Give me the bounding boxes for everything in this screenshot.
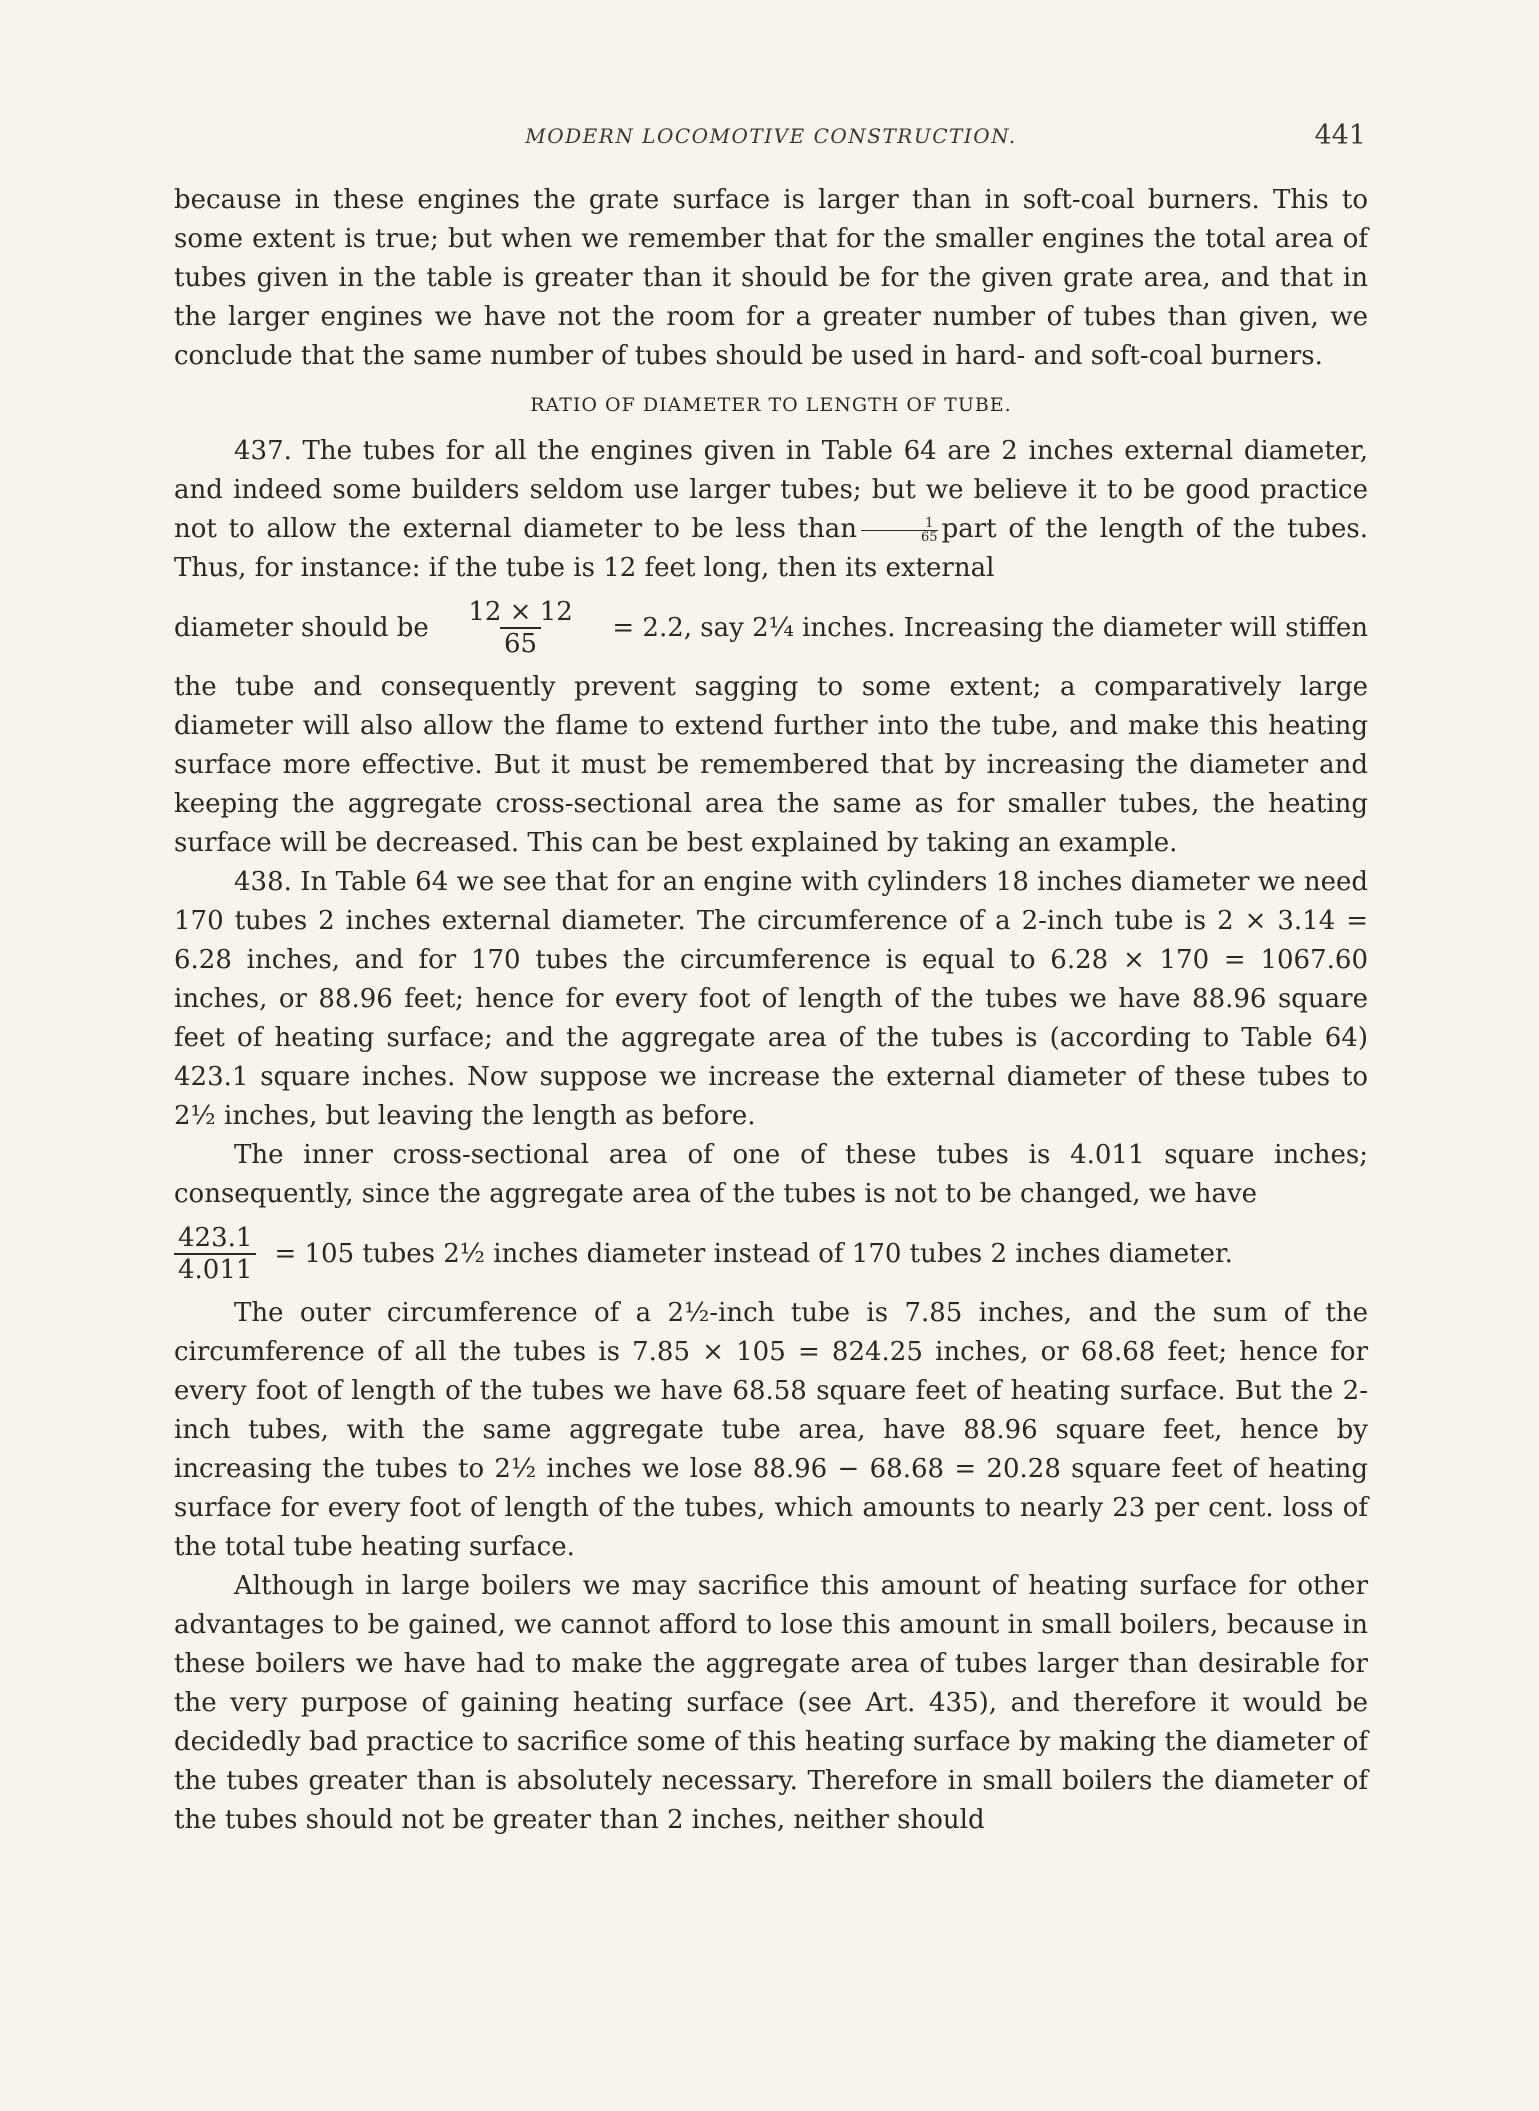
tube-count-equation-line: [174, 1214, 1368, 1294]
small-fraction-numerator: 1: [925, 515, 934, 531]
area-ratio-fraction: [174, 1223, 256, 1285]
one-over-sixty-five-fraction: [861, 517, 938, 544]
paragraph-437-text-b: part of the length of the tubes. Thus, for instance: if the tube is 12 feet long, then its external: [174, 514, 1368, 583]
running-title: MODERN LOCOMOTIVE CONSTRUCTION.: [525, 124, 1017, 148]
section-heading: RATIO OF DIAMETER TO LENGTH OF TUBE.: [530, 394, 1012, 416]
page-body: [174, 181, 1368, 1840]
diameter-fraction: [464, 597, 576, 659]
page-number: 441: [1314, 120, 1366, 151]
small-fraction-denominator: 65: [861, 530, 938, 544]
fraction-denominator: 65: [500, 627, 541, 659]
equation-lead-text: diameter should be: [174, 612, 429, 643]
paragraph-438: 438. In Table 64 we see that for an engine with cylinders 18 inches diameter we need 170 tubes 2 inches external diameter. The circumference of a 2-inch tube is 2 × 3.14 = 6.28 inches, and for 170 tubes the circumference is equal to 6.28 × 170 = 1067.60 inches, or 88.96 feet; hence for every foot of length of the tubes we have 88.96 square feet of heating surface; and the aggregate area of the tubes is (according to Table 64) 423.1 square inches. Now suppose we increase the external diameter of these tubes to 2½ inches, but leaving the length as before.: [174, 867, 1368, 1131]
equation-tail-text: = 2.2, say 2¼ inches. Increasing the diameter will stiffen: [612, 612, 1368, 643]
fraction-denominator: 4.011: [174, 1253, 256, 1285]
paragraph-437: [174, 432, 1368, 588]
fraction-numerator: 12 × 12: [468, 597, 573, 627]
diameter-equation-line: [174, 588, 1368, 668]
paragraph-outer-circumference: The outer circumference of a 2½-inch tube is 7.85 inches, and the sum of the circumference of all the tubes is 7.85 × 105 = 824.25 inches, or 68.68 feet; hence for every foot of length of the tubes we have 68.58 square feet of heating surface. But the 2-inch tubes, with the same aggregate tube area, have 88.96 square feet, hence by increasing the tubes to 2½ inches we lose 88.96 − 68.68 = 20.28 square feet of heating surface for every foot of length of the tubes, which amounts to nearly 23 per cent. loss of the total tube heating surface.: [174, 1298, 1368, 1562]
paragraph-437-text-a: 437. The tubes for all the engines given in Table 64 are 2 inches external diameter, and indeed some builders seldom use larger tubes; but we believe it to be good practice not to allow the external diameter to be less than: [174, 436, 1368, 544]
paragraph-although: Although in large boilers we may sacrifice this amount of heating surface for other advantages to be gained, we cannot afford to lose this amount in small boilers, because in these boilers we have had to make the aggregate area of tubes larger than desirable for the very purpose of gaining heating surface (see Art. 435), and therefore it would be decidedly bad practice to sacrifice some of this heating surface by making the diameter of the tubes greater than is absolutely necessary. Therefore in small boilers the diameter of the tubes should not be greater than 2 inches, neither should: [174, 1571, 1368, 1835]
paragraph-continuation: because in these engines the grate surface is larger than in soft-coal burners. This to some extent is true; but when we remember that for the smaller engines the total area of tubes given in the table is greater than it should be for the given grate area, and that in the larger engines we have not the room for a greater number of tubes than given, we conclude that the same number of tubes should be used in hard- and soft-coal burners.: [174, 185, 1368, 371]
equation-tail-text: = 105 tubes 2½ inches diameter instead of 170 tubes 2 inches diameter.: [274, 1238, 1233, 1269]
paragraph-inner-area: The inner cross-sectional area of one of these tubes is 4.011 square inches; consequently, since the aggregate area of the tubes is not to be changed, we have: [174, 1140, 1368, 1209]
page-header: [174, 120, 1368, 156]
fraction-numerator: 423.1: [178, 1223, 253, 1253]
paragraph-437-continued: the tube and consequently prevent sagging to some extent; a comparatively large diameter will also allow the flame to extend further into the tube, and make this heating surface more effective. But it must be remembered that by increasing the diameter and keeping the aggregate cross-sectional area the same as for smaller tubes, the heating surface will be decreased. This can be best explained by taking an example.: [174, 672, 1368, 858]
